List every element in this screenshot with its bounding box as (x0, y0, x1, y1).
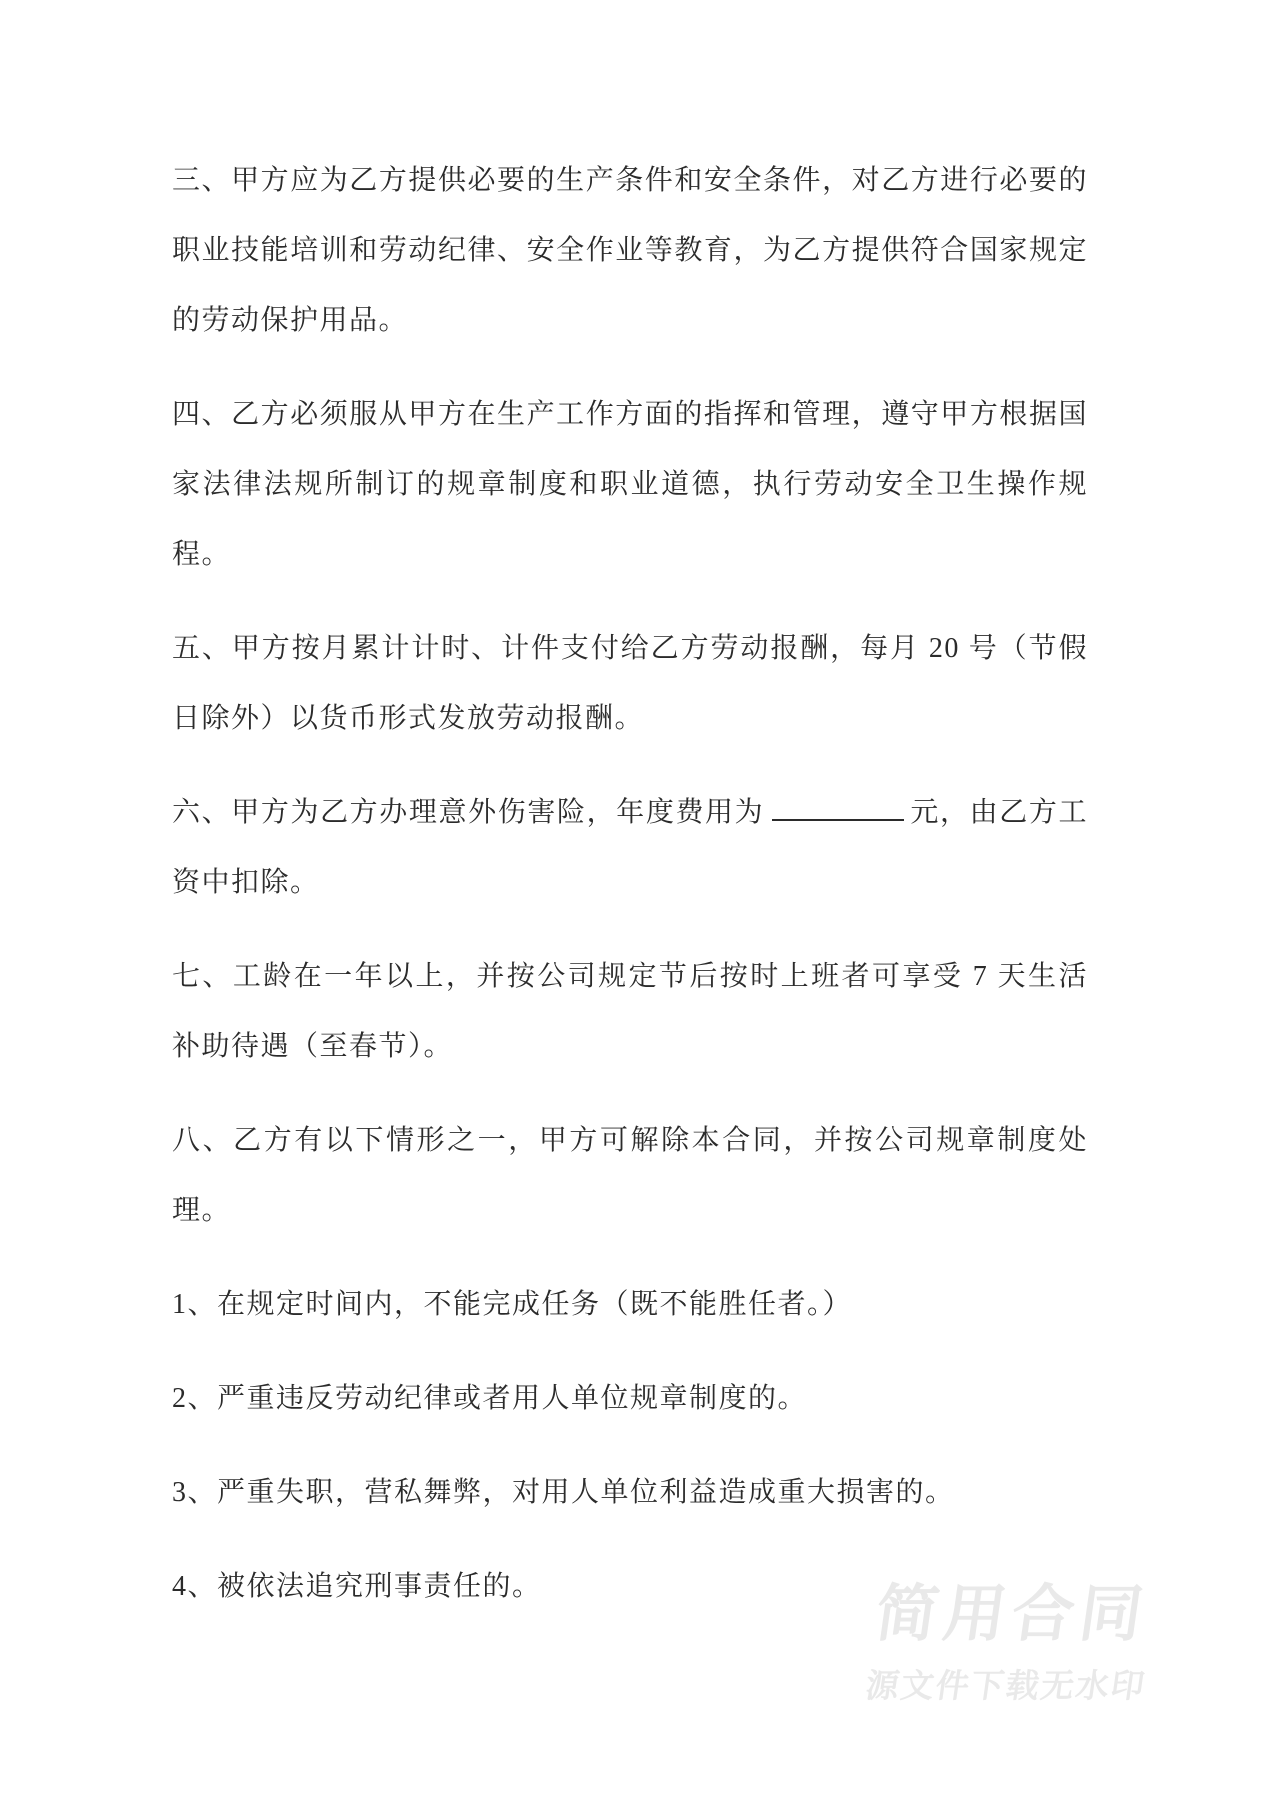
clause-4: 四、乙方必须服从甲方在生产工作方面的指挥和管理，遵守甲方根据国家法律法规所制订的规章制度和职业道德，执行劳动安全卫生操作规程。 (172, 399, 1088, 570)
clause-3: 三、甲方应为乙方提供必要的生产条件和安全条件，对乙方进行必要的职业技能培训和劳动纪律、安全作业等教育，为乙方提供符合国家规定的劳动保护用品。 (172, 165, 1088, 336)
list-item-2: 2、严重违反劳动纪律或者用人单位规章制度的。 (172, 1383, 808, 1414)
list-item-4: 4、被依法追究刑事责任的。 (172, 1571, 542, 1602)
clause-5: 五、甲方按月累计计时、计件支付给乙方劳动报酬，每月 20 号（节假日除外）以货币形式发放劳动报酬。 (172, 633, 1088, 734)
clause-8: 八、乙方有以下情形之一，甲方可解除本合同，并按公司规章制度处理。 (172, 1125, 1088, 1226)
watermark (863, 1580, 1211, 1706)
list-item-1: 1、在规定时间内，不能完成任务（既不能胜任者。） (172, 1289, 853, 1320)
clause-6-text-before: 六、甲方为乙方办理意外伤害险，年度费用为 (172, 797, 765, 828)
list-item-3: 3、严重失职，营私舞弊，对用人单位利益造成重大损害的。 (172, 1477, 955, 1508)
clause-7: 七、工龄在一年以上，并按公司规定节后按时上班者可享受 7 天生活补助待遇（至春节）。 (172, 961, 1088, 1062)
clause-6-text-after: 元，由乙方工资中扣除。 (172, 797, 1088, 898)
contract-body (172, 146, 1088, 1646)
fill-in-blank-line (772, 817, 904, 821)
watermark-brand-text: 简用合同 (871, 1580, 1153, 1649)
clause-6 (172, 778, 1088, 918)
watermark-tagline-text: 源文件下载无水印 (863, 1667, 1149, 1704)
